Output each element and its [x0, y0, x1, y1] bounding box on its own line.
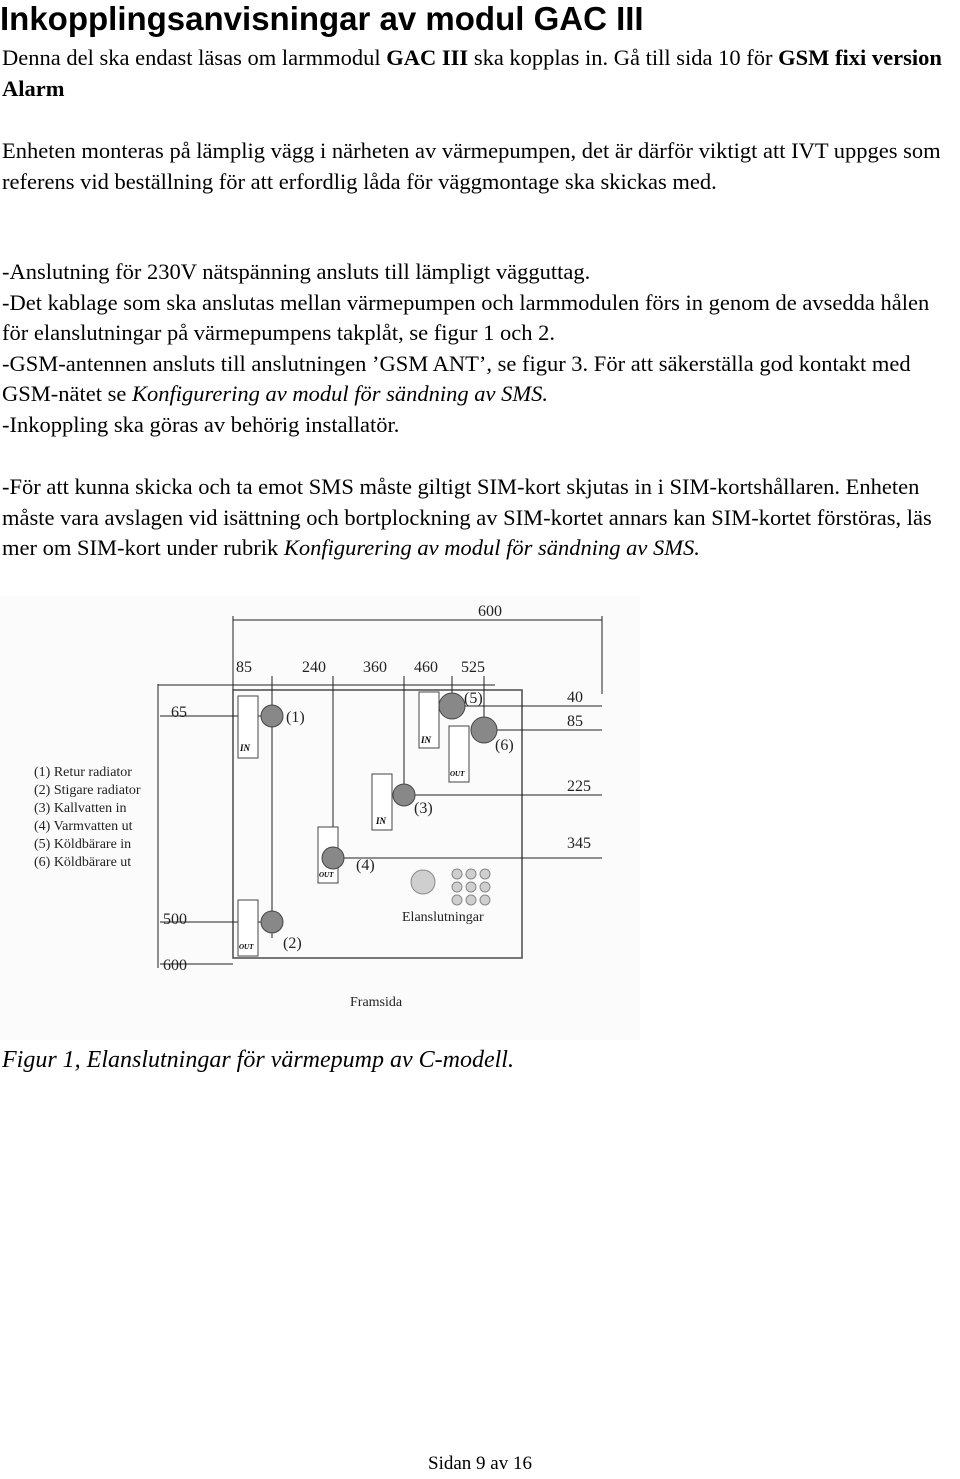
dim-label-85: 85	[236, 659, 252, 676]
legend-item: (4) Varmvatten ut	[34, 819, 133, 834]
marker-5: (5)	[464, 690, 483, 707]
instruction-230v: -Anslutning för 230V nätspänning ansluts till lämpligt vägguttag.	[2, 259, 591, 284]
dim-label-65: 65	[171, 704, 187, 721]
cable-hole	[480, 882, 490, 892]
gsm-config-reference: Konfigurering av modul för sändning av SMS.	[131, 381, 549, 407]
dim-label-600: 600	[478, 603, 502, 620]
legend-item: (2) Stigare radiator	[34, 783, 141, 798]
mounting-paragraph: Enheten monteras på lämplig vägg i närheten av värmepumpen, det är därför viktigt att IVT uppges som referens vid beställning för att erfordlig låda för väggmontage ska skickas med.	[2, 138, 941, 194]
dim-label-right-85: 85	[567, 713, 583, 730]
front-label: Framsida	[350, 995, 403, 1010]
dim-label-525: 525	[461, 659, 485, 676]
electrical-label: Elanslutningar	[402, 910, 484, 925]
pipe-hole-2	[261, 911, 283, 933]
cable-hole	[466, 882, 476, 892]
page-number: Sidan 9 av 16	[428, 1453, 532, 1474]
connection-diagram	[0, 596, 640, 1040]
cable-hole	[466, 869, 476, 879]
legend-item: (5) Köldbärare in	[34, 837, 132, 852]
small-cable-holes	[452, 869, 490, 905]
pipe-label-in-1: IN	[240, 743, 251, 753]
marker-1: (1)	[286, 709, 305, 726]
intro-version-name: GSM fixi version Alarm	[2, 45, 942, 101]
intro-text-2: ska kopplas in. Gå till sida 10 för	[468, 45, 779, 70]
dim-label-460: 460	[414, 659, 438, 676]
dim-label-left-600: 600	[163, 957, 187, 974]
sim-paragraph	[2, 472, 957, 564]
pipe-label-out-4: OUT	[319, 871, 334, 879]
marker-2: (2)	[283, 935, 302, 952]
sim-text: -För att kunna skicka och ta emot SMS måste giltigt SIM-kort skjutas in i SIM-kortshållaren. Enheten måste vara avslagen vid isättning och bortplockning av SIM-kortet annars kan SIM-kortet förstöras, läs mer om SIM-kort under rubrik	[2, 474, 932, 561]
pipe-label-in-3: IN	[376, 816, 387, 826]
intro-paragraph	[2, 43, 957, 104]
pipe-hole-3	[393, 784, 415, 806]
sim-config-reference: Konfigurering av modul för sändning av SMS.	[283, 535, 700, 561]
pipe-label-out-2: OUT	[239, 943, 254, 951]
dim-label-40: 40	[567, 689, 583, 706]
instruction-gsm-antenna	[2, 349, 957, 410]
intro-text: Denna del ska endast läsas om larmmodul	[2, 45, 387, 70]
marker-6: (6)	[495, 737, 514, 754]
cable-hole	[480, 895, 490, 905]
legend-item: (1) Retur radiator	[34, 765, 132, 780]
cable-hole	[452, 895, 462, 905]
instructions-block	[2, 257, 957, 441]
dim-label-240: 240	[302, 659, 326, 676]
cable-hole	[452, 882, 462, 892]
cable-hole	[466, 895, 476, 905]
connection-diagram-svg	[0, 596, 640, 1040]
cable-hole	[480, 869, 490, 879]
marker-3: (3)	[414, 800, 433, 817]
dim-label-500: 500	[163, 911, 187, 928]
pipe-label-out-6: OUT	[450, 770, 465, 778]
cable-hole	[452, 869, 462, 879]
large-cable-hole	[411, 870, 435, 894]
dim-label-225: 225	[567, 778, 591, 795]
pipe-hole-5	[439, 693, 465, 719]
intro-module-name: GAC III	[386, 45, 469, 70]
pipe-hole-6	[471, 717, 497, 743]
figure-caption: Figur 1, Elanslutningar för värmepump av C-modell.	[2, 1047, 514, 1073]
gsm-antenna-text: -GSM-antennen ansluts till anslutningen ’GSM ANT’, se figur 3. För att säkerställa god kontakt med GSM-nätet se	[2, 350, 911, 407]
legend-item: (6) Köldbärare ut	[34, 855, 132, 870]
pipe-label-in-5: IN	[421, 735, 432, 745]
pipe-hole-4	[322, 847, 344, 869]
legend-item: (3) Kallvatten in	[34, 801, 127, 816]
marker-4: (4)	[356, 857, 375, 874]
instruction-installer: -Inkoppling ska göras av behörig installatör.	[2, 411, 400, 437]
instruction-cabling: -Det kablage som ska anslutas mellan värmepumpen och larmmodulen förs in genom de avsedda hålen för elanslutningar på värmepumpens takplåt, se figur 1 och 2.	[2, 289, 930, 346]
pipe-hole-1	[261, 705, 283, 727]
dim-label-360: 360	[363, 659, 387, 676]
page-heading: Inkopplingsanvisningar av modul GAC III	[0, 0, 644, 37]
dim-label-345: 345	[567, 835, 591, 852]
